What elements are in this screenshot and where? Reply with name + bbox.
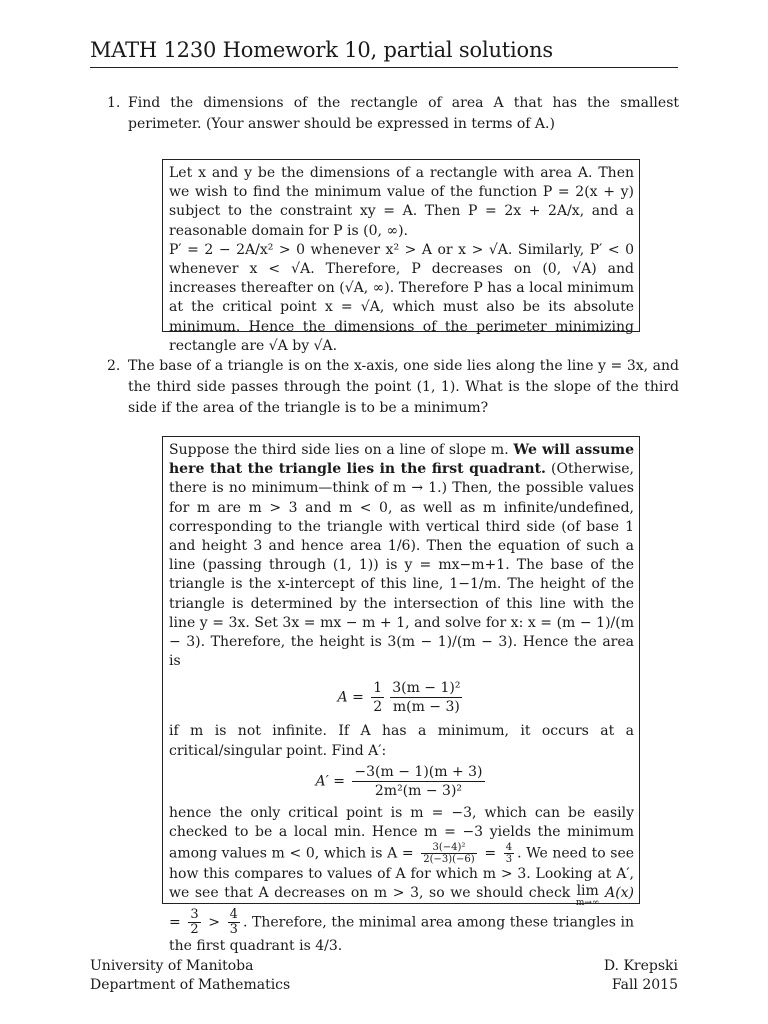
footer-term: Fall 2015 (611, 977, 678, 993)
page-title: MATH 1230 Homework 10, partial solutions (90, 38, 553, 62)
solution-body-2: if m is not infinite. If A has a minimum, it occurs at a critical/singular point. Find A′: (169, 723, 634, 759)
problem-1-solution-para-1: Let x and y be the dimensions of a rectangle with area A. Then we wish to find the minimum value of the function P = 2(x + y) subject to the constraint xy = A. Then P = 2x + 2A/x, and a reasonable domain for P is (0, ∞). (169, 165, 634, 239)
min-result-fraction: $\frac{4}{3}$ (505, 842, 513, 866)
solution-assumption: We will assume here that the triangle lies in the first quadrant. (169, 442, 634, 478)
derivative-fraction: $\frac{-3(m - 1)(m + 3)}{\text{2m²(m − 3)²}}$ (354, 763, 483, 799)
problem-1-solution-box (162, 159, 640, 354)
problem-2 (107, 356, 679, 419)
footer-right (604, 957, 678, 995)
limit-value-fraction: $\frac{3}{2}$ (190, 907, 199, 938)
area-lhs: A = (337, 689, 364, 706)
derivative-equation (169, 763, 634, 800)
footer-university: University of Manitoba (90, 958, 254, 974)
problem-2-question: The base of a triangle is on the x-axis, one side lies along the line y = 3x, and the third side passes through the point (1, 1). What is the slope of the third side if the area of the triangle is to be a minimum? (128, 358, 679, 416)
problem-1-number: 1. (107, 95, 121, 111)
problem-2-solution-box (162, 436, 640, 955)
min-value-fraction: $\frac{\text{3(−4)²}}{2(-3)(-6)}$ (423, 842, 475, 866)
problem-1-question: Find the dimensions of the rectangle of area A that has the smallest perimeter. (Your answer should be expressed in terms of A.) (128, 95, 679, 132)
problem-2-number: 2. (107, 358, 121, 374)
title-rule (90, 67, 678, 68)
problem-1 (107, 93, 679, 135)
derivative-lhs: A′ = (315, 773, 345, 790)
area-fraction-main: $\frac{\text{3(m − 1)²}}{m(m - 3)}$ (392, 680, 461, 716)
footer-department: Department of Mathematics (90, 977, 291, 993)
solution-body-3: hence the only critical point is m = −3, which can be easily checked to be a local min. Hence m = −3 yields the minimum among values m < 0, which is A = $\frac{\text{3(−4)²}}{2(-3)(-6)}$ = $\frac{4}{3}$ . We need to see how this compares to values of A for which m > 3. Looking at A′, we see that A decreases on m > 3, so we should check lim m→∞ A(x) = $\frac{3}{2}$ > $\frac{4}{3}$ . Therefore, the minimal area among these triangles in the first quadrant is 4/3. (169, 804, 635, 955)
footer-author: D. Krepski (603, 958, 678, 974)
problem-1-solution-para-2: P′ = 2 − 2A/x² > 0 whenever x² > A or x > √A. Similarly, P′ < 0 whenever x < √A. Therefore, P decreases on (0, √A) and increases thereafter on (√A, ∞). Therefore P has a local minimum at the critical point x = √A, which must also be its absolute minimum. Hence the dimensions of the perimeter minimizing rectangle are √A by √A. (169, 241, 634, 354)
problem-2-solution-body-1 (169, 441, 634, 671)
compare-fraction: $\frac{4}{3}$ (229, 907, 238, 938)
area-fraction-half: $\frac{1}{2}$ (373, 680, 383, 716)
limit-expression: lim m→∞ (575, 883, 600, 909)
footer-left (90, 957, 290, 995)
area-equation (169, 679, 634, 716)
solution-body-1: (Otherwise, there is no minimum—think of m → 1.) Then, the possible values for m are m > 3 and m < 0, as well as m infinite/undefined, corresponding to the triangle with vertical third side (of base 1 and height 3 and hence area 1/6). Then the equation of such a line (passing through (1, 1)) is y = mx−m+1. The base of the triangle is the x-intercept of this line, 1−1/m. The height of the triangle is determined by the intersection of this line with the line y = 3x. Set 3x = mx − m + 1, and solve for x: x = (m − 1)/(m − 3). Therefore, the height is 3(m − 1)/(m − 3). Hence the area is (169, 461, 634, 670)
solution-intro: Suppose the third side lies on a line of slope m. (169, 442, 509, 458)
